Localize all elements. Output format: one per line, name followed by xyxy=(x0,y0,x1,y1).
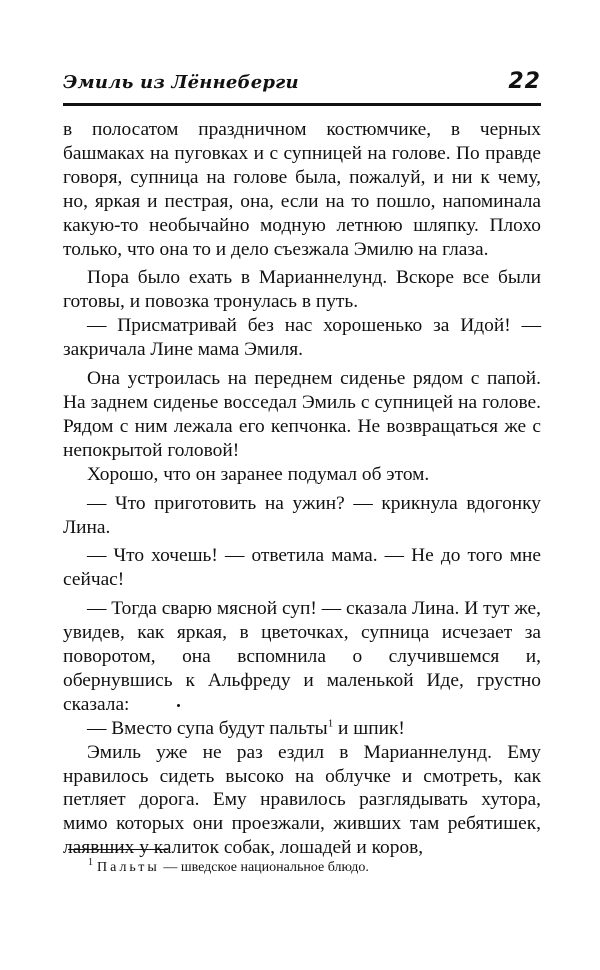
paragraph-3: — Присматривай без нас хорошенько за Идой! — закричала Лине мама Эмиля. xyxy=(63,315,541,361)
paragraph-8-text: — Тогда сварю мясной суп! — сказала Лина. И тут же, увидев, как яркая, в цветочках, супница исчезает за поворотом, она вспомнила о случившемся и, обернувшись к Альфреду и маленькой Иде, грустно сказала: xyxy=(63,598,541,715)
paragraph-6: — Что приготовить на ужин? — крикнула вдогонку Лина. xyxy=(63,492,541,538)
paragraph-5: Хорошо, что он заранее подумал об этом. xyxy=(87,463,430,485)
paragraph-9-text: — Вместо супа будут пальты xyxy=(87,717,328,739)
running-head xyxy=(63,69,541,100)
paragraph-4: Она устроилась на переднем сиденье рядом с папой. На заднем сиденье восседал Эмиль с супницей на голове. Рядом с ним лежала его кепчонка. Не возвращаться же с непокрытой головой! xyxy=(63,368,541,461)
footnote-term: Пальты xyxy=(97,860,160,875)
paragraph-2: Пора было ехать в Марианнелунд. Вскоре все были готовы, и повозка тронулась в путь. xyxy=(63,267,541,313)
stray-dot xyxy=(177,704,180,707)
footnote-mark: 1 xyxy=(88,857,93,869)
paragraph-9 xyxy=(63,717,541,741)
footnote xyxy=(88,859,369,877)
footnote-text: — шведское национальное блюдо. xyxy=(159,860,369,875)
footnote-rule xyxy=(68,849,168,850)
paragraph-10: Эмиль уже не раз ездил в Марианнелунд. Ему нравилось сидеть высоко на облучке и смотреть, как петляет дорога. Ему нравилось разглядывать хутора, мимо которых они проезжали, живших там ребятишек, лаявших у калиток собак, лошадей и коров, xyxy=(63,741,541,859)
paragraph-7: — Что хочешь! — ответила мама. — Не до того мне сейчас! xyxy=(63,545,541,591)
paragraph-9-tail: и шпик! xyxy=(333,717,405,739)
running-title: Эмиль из Лённеберги xyxy=(63,72,299,93)
paragraph-8 xyxy=(63,597,541,717)
page-number: 22 xyxy=(508,69,541,94)
paragraph-1: в полосатом праздничном костюмчике, в черных башмаках на пуговках и с супницей на голове. По правде говоря, супница на голове была, пожалуй, и ни к чему, но, яркая и пестрая, она, если на то пошло, напоминала какую-то необычайно модную летнюю шляпку. Плохо только, что она то и дело съезжала Эмилю на глаза. xyxy=(63,119,541,260)
footnote-reference[interactable]: 1 xyxy=(327,717,334,730)
header-rule xyxy=(63,103,541,106)
body-text xyxy=(63,118,541,860)
